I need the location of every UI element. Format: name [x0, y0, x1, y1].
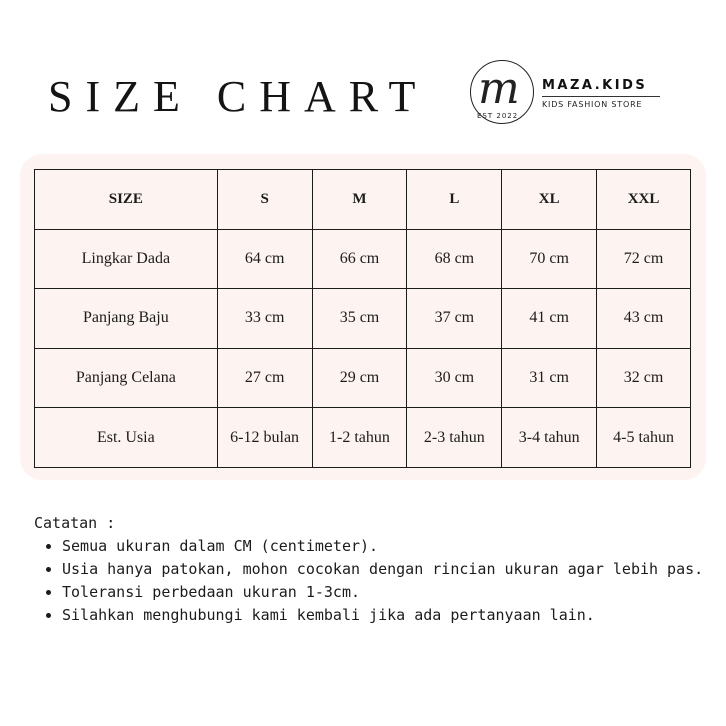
- page-title: SIZE CHART: [48, 72, 429, 121]
- row-label: Panjang Baju: [35, 289, 218, 349]
- notes-section: [34, 512, 704, 627]
- brand-tagline: KIDS FASHION STORE: [542, 100, 643, 109]
- table-cell: 1-2 tahun: [312, 408, 407, 468]
- table-cell: 43 cm: [597, 289, 691, 349]
- table-cell: 68 cm: [407, 229, 502, 289]
- table-row: [35, 229, 691, 289]
- table-row: [35, 348, 691, 408]
- header-cell-xl: XL: [502, 170, 597, 230]
- header-cell-l: L: [407, 170, 502, 230]
- header-cell-size: SIZE: [35, 170, 218, 230]
- notes-list: [34, 535, 704, 627]
- list-item: • Toleransi perbedaan ukuran 1-3cm.: [62, 581, 704, 604]
- brand-logo: [470, 56, 670, 136]
- notes-heading: Catatan :: [34, 514, 116, 532]
- table-cell: 64 cm: [217, 229, 312, 289]
- table-row: [35, 408, 691, 468]
- list-item: • Usia hanya patokan, mohon cocokan dengan rincian ukuran agar lebih pas.: [62, 558, 704, 581]
- table-cell: 33 cm: [217, 289, 312, 349]
- row-label: Lingkar Dada: [35, 229, 218, 289]
- table-cell: 27 cm: [217, 348, 312, 408]
- table-cell: 37 cm: [407, 289, 502, 349]
- row-label: Est. Usia: [35, 408, 218, 468]
- table-cell: 30 cm: [407, 348, 502, 408]
- header-cell-s: S: [217, 170, 312, 230]
- table-cell: 66 cm: [312, 229, 407, 289]
- table-cell: 70 cm: [502, 229, 597, 289]
- header-cell-m: M: [312, 170, 407, 230]
- table-row: [35, 289, 691, 349]
- table-cell: 2-3 tahun: [407, 408, 502, 468]
- logo-est-text: EST 2022: [477, 112, 519, 120]
- brand-divider: [542, 96, 660, 97]
- table-cell: 35 cm: [312, 289, 407, 349]
- header-cell-xxl: XXL: [597, 170, 691, 230]
- table-cell: 6-12 bulan: [217, 408, 312, 468]
- table-cell: 4-5 tahun: [597, 408, 691, 468]
- size-table: [34, 169, 691, 468]
- table-cell: 72 cm: [597, 229, 691, 289]
- row-label: Panjang Celana: [35, 348, 218, 408]
- list-item: • Silahkan menghubungi kami kembali jika ada pertanyaan lain.: [62, 604, 704, 627]
- table-cell: 29 cm: [312, 348, 407, 408]
- list-item: • Semua ukuran dalam CM (centimeter).: [62, 535, 704, 558]
- table-header-row: [35, 170, 691, 230]
- table-cell: 32 cm: [597, 348, 691, 408]
- logo-monogram: m: [478, 63, 520, 114]
- brand-name: MAZA.KIDS: [542, 78, 648, 93]
- table-cell: 3-4 tahun: [502, 408, 597, 468]
- table-cell: 31 cm: [502, 348, 597, 408]
- table-cell: 41 cm: [502, 289, 597, 349]
